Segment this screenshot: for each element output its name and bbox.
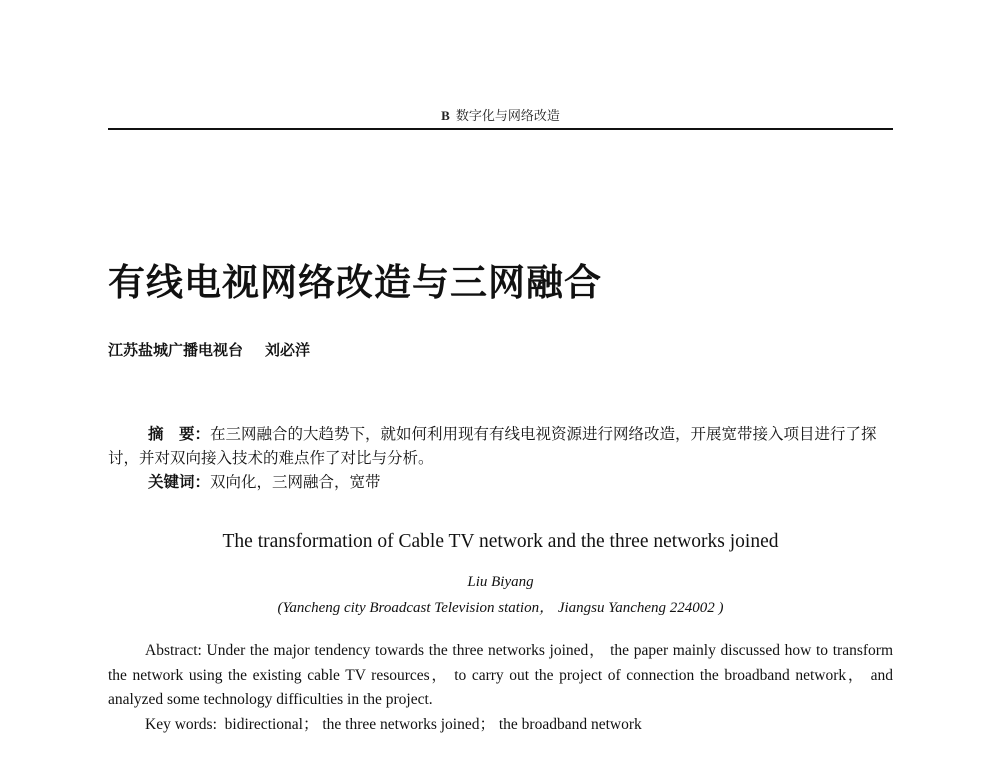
- section-letter: B: [441, 108, 450, 123]
- author-en: Liu Biyang: [467, 574, 534, 590]
- running-header: [108, 108, 893, 124]
- header-rule: [108, 128, 893, 130]
- byline-cn: [108, 340, 310, 360]
- abstract-en-text: Under the major tendency towards the three networks joined， the paper mainly discussed how to transform the network using the existing cable TV resources， to carry out the project of connection the broadband network， and analyzed some technology difficulties in the project.: [108, 642, 893, 708]
- abstract-cn-label: 摘 要：: [148, 425, 211, 443]
- keywords-cn-label: 关键词：: [148, 473, 211, 491]
- abstract-en-label: Abstract:: [145, 642, 202, 659]
- abstract-en-block: [108, 639, 893, 737]
- abstract-en: [108, 639, 893, 713]
- affiliation-en: (Yancheng city Broadcast Television station， Jiangsu Yancheng 224002 ): [277, 600, 724, 616]
- abstract-cn: [108, 422, 893, 470]
- section-title: 数字化与网络改造: [455, 108, 560, 123]
- article-title-cn: 有线电视网络改造与三网融合: [108, 261, 602, 304]
- keywords-en-label: Key words:: [145, 715, 217, 733]
- keywords-en-text: bidirectional； the three networks joined； the broadband network: [224, 715, 642, 733]
- article-title-en: The transformation of Cable TV network and the three networks joined: [222, 531, 779, 552]
- abstract-cn-block: [108, 422, 893, 494]
- keywords-cn-text: 双向化，三网融合，宽带: [210, 473, 381, 491]
- keywords-en: [108, 713, 893, 738]
- keywords-cn: [108, 470, 893, 494]
- affiliation-cn: 江苏盐城广播电视台: [108, 341, 244, 359]
- author-cn: 刘必洋: [265, 341, 311, 359]
- abstract-cn-text: 在三网融合的大趋势下，就如何利用现有有线电视资源进行网络改造，开展宽带接入项目进行了探讨，并对双向接入技术的难点作了对比与分析。: [108, 425, 877, 467]
